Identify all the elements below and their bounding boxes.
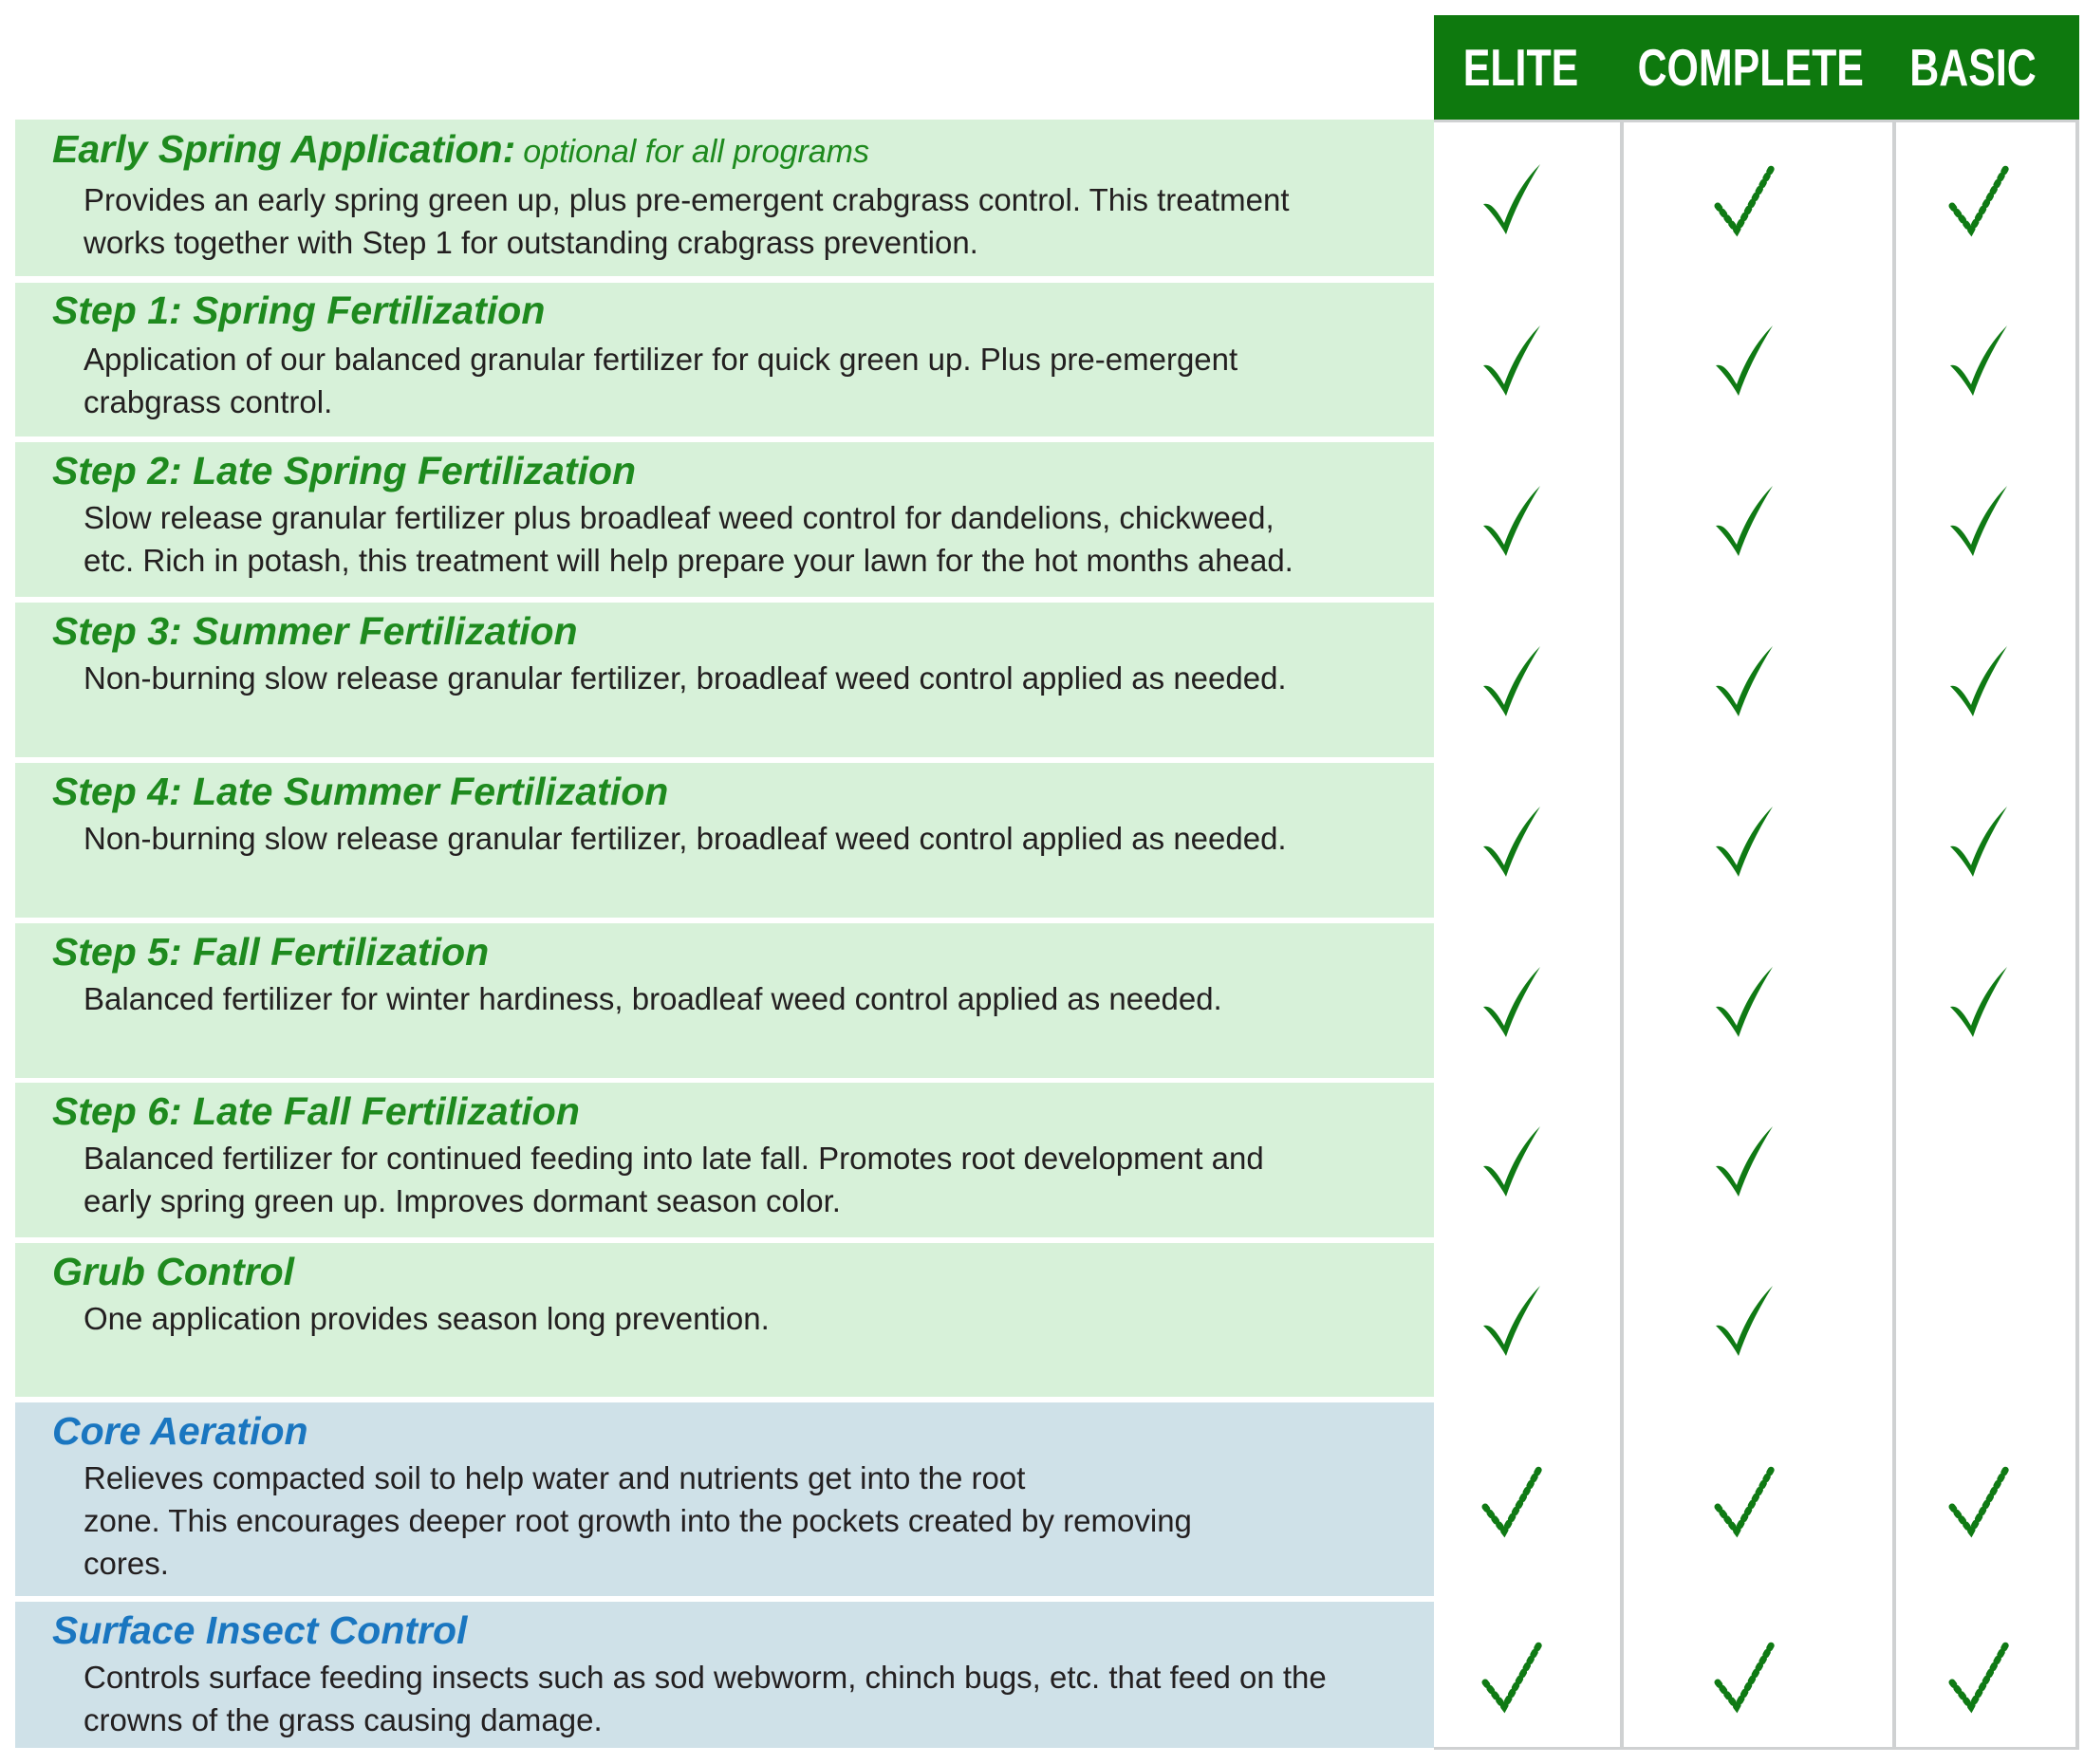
row-text: Balanced fertilizer for winter hardiness, broadleaf weed control applied as needed. bbox=[84, 981, 1222, 1016]
checkmark-icon bbox=[1946, 324, 2011, 398]
cell-elite bbox=[1464, 763, 1559, 919]
checkmark-icon bbox=[1712, 1124, 1777, 1198]
row-separator bbox=[15, 276, 1434, 280]
table-row bbox=[15, 120, 2077, 278]
row-title-text: Surface Insect Control bbox=[52, 1608, 468, 1652]
cell-complete bbox=[1697, 763, 1792, 919]
row-description bbox=[15, 442, 1434, 599]
row-description bbox=[15, 923, 1434, 1080]
divider bbox=[1892, 120, 1896, 1750]
cell-basic bbox=[1931, 923, 2026, 1080]
cell-complete bbox=[1697, 923, 1792, 1080]
cell-elite bbox=[1464, 1243, 1559, 1399]
divider bbox=[1434, 1747, 2079, 1750]
row-separator bbox=[15, 1748, 1434, 1752]
row-separator bbox=[15, 436, 1434, 440]
row-separator bbox=[15, 1397, 1434, 1401]
row-description bbox=[15, 1602, 1434, 1750]
row-separator bbox=[15, 757, 1434, 761]
row-separator bbox=[15, 1078, 1434, 1082]
table-row bbox=[15, 923, 2077, 1080]
cell-complete bbox=[1697, 1402, 1792, 1598]
cell-elite bbox=[1464, 603, 1559, 759]
optional-note: optional for all programs bbox=[523, 134, 870, 170]
checkmark-icon bbox=[1712, 965, 1777, 1039]
table-row bbox=[15, 1602, 2077, 1750]
divider bbox=[1620, 120, 1624, 1750]
row-separator bbox=[15, 597, 1434, 601]
checkmark-icon bbox=[1479, 965, 1544, 1039]
checkmark-icon bbox=[1712, 805, 1777, 879]
row-text: Application of our balanced granular fertilizer for quick green up. Plus pre-emergent crabgrass control. bbox=[84, 342, 1238, 419]
cell-complete bbox=[1697, 120, 1792, 278]
row-title-text: Step 4: Late Summer Fertilization bbox=[52, 770, 669, 813]
checkmark-icon bbox=[1479, 324, 1544, 398]
table-row bbox=[15, 603, 2077, 759]
table-row bbox=[15, 1243, 2077, 1399]
cell-elite bbox=[1464, 120, 1559, 278]
row-text: Controls surface feeding insects such as sod webworm, chinch bugs, etc. that feed on the crowns of the grass causing damage. bbox=[84, 1660, 1327, 1737]
row-title-text: Step 6: Late Fall Fertilization bbox=[52, 1089, 580, 1133]
row-text: Non-burning slow release granular fertilizer, broadleaf weed control applied as needed. bbox=[84, 821, 1287, 856]
cell-basic bbox=[1931, 1402, 2026, 1598]
row-text: Non-burning slow release granular fertilizer, broadleaf weed control applied as needed. bbox=[84, 660, 1287, 696]
checkmark-icon bbox=[1946, 805, 2011, 879]
row-title-text: Step 1: Spring Fertilization bbox=[52, 288, 546, 332]
table-row bbox=[15, 1083, 2077, 1239]
row-text: Slow release granular fertilizer plus broadleaf weed control for dandelions, chickweed, etc. Rich in potash, this treatment will help prepare your lawn for the hot months ahead. bbox=[84, 500, 1293, 578]
cell-elite bbox=[1464, 1083, 1559, 1239]
cell-complete bbox=[1697, 442, 1792, 599]
row-title bbox=[52, 449, 636, 493]
row-description bbox=[15, 120, 1434, 278]
checkmark-icon bbox=[1946, 965, 2011, 1039]
divider bbox=[2075, 120, 2079, 1750]
cell-basic bbox=[1931, 120, 2026, 278]
row-title-text: Early Spring Application: bbox=[52, 127, 516, 171]
column-header-elite: ELITE bbox=[1462, 38, 1579, 97]
column-header-complete: COMPLETE bbox=[1637, 38, 1864, 97]
row-text: One application provides season long prevention. bbox=[84, 1301, 770, 1336]
row-title-text: Step 5: Fall Fertilization bbox=[52, 930, 490, 974]
table-row bbox=[15, 1402, 2077, 1598]
row-separator bbox=[15, 1237, 1434, 1241]
table-row bbox=[15, 442, 2077, 599]
cell-elite bbox=[1464, 283, 1559, 438]
program-comparison-table bbox=[15, 120, 2077, 1750]
checkmark-icon bbox=[1712, 644, 1777, 718]
cell-complete bbox=[1697, 283, 1792, 438]
row-text: Balanced fertilizer for continued feeding into late fall. Promotes root development and early spring green up. Improves dormant season color. bbox=[84, 1141, 1264, 1218]
plan-header bbox=[1434, 15, 2079, 120]
checkmark-icon bbox=[1712, 1284, 1777, 1358]
column-header-basic: BASIC bbox=[1909, 38, 2037, 97]
row-title bbox=[52, 609, 578, 654]
cell-elite bbox=[1464, 1602, 1559, 1750]
row-title-text: Grub Control bbox=[52, 1250, 295, 1293]
cell-basic bbox=[1931, 283, 2026, 438]
row-description bbox=[15, 1243, 1434, 1399]
cell-basic bbox=[1931, 1083, 2026, 1239]
checkmark-icon bbox=[1712, 484, 1777, 558]
checkmark-icon bbox=[1712, 324, 1777, 398]
table-row bbox=[15, 763, 2077, 919]
table-row bbox=[15, 283, 2077, 438]
optional-checkmark-icon bbox=[1479, 1639, 1544, 1713]
optional-checkmark-icon bbox=[1712, 1639, 1777, 1713]
checkmark-icon bbox=[1946, 644, 2011, 718]
row-title bbox=[52, 127, 869, 172]
cell-basic bbox=[1931, 763, 2026, 919]
checkmark-icon bbox=[1946, 484, 2011, 558]
row-title-text: Step 3: Summer Fertilization bbox=[52, 609, 578, 653]
optional-checkmark-icon bbox=[1946, 162, 2011, 236]
optional-checkmark-icon bbox=[1712, 1463, 1777, 1537]
row-title bbox=[52, 1409, 308, 1454]
cell-basic bbox=[1931, 603, 2026, 759]
cell-complete bbox=[1697, 1602, 1792, 1750]
optional-checkmark-icon bbox=[1479, 1463, 1544, 1537]
row-title bbox=[52, 1250, 294, 1294]
row-text: Relieves compacted soil to help water and nutrients get into the root zone. This encourages deeper root growth into the pockets created by removing cores. bbox=[84, 1460, 1192, 1581]
checkmark-icon bbox=[1479, 644, 1544, 718]
cell-complete bbox=[1697, 603, 1792, 759]
checkmark-icon bbox=[1479, 162, 1544, 236]
cell-basic bbox=[1931, 442, 2026, 599]
row-title bbox=[52, 1089, 580, 1134]
row-title bbox=[52, 288, 545, 333]
row-title bbox=[52, 1608, 467, 1653]
cell-elite bbox=[1464, 442, 1559, 599]
cell-elite bbox=[1464, 923, 1559, 1080]
row-title-text: Core Aeration bbox=[52, 1409, 308, 1453]
optional-checkmark-icon bbox=[1946, 1639, 2011, 1713]
cell-elite bbox=[1464, 1402, 1559, 1598]
cell-complete bbox=[1697, 1083, 1792, 1239]
row-description bbox=[15, 603, 1434, 759]
row-separator bbox=[15, 918, 1434, 921]
row-text: Provides an early spring green up, plus pre-emergent crabgrass control. This treatment works together with Step 1 for outstanding crabgrass prevention. bbox=[84, 182, 1290, 260]
checkmark-icon bbox=[1479, 1124, 1544, 1198]
divider bbox=[1434, 120, 2079, 122]
optional-checkmark-icon bbox=[1712, 162, 1777, 236]
row-title-text: Step 2: Late Spring Fertilization bbox=[52, 449, 637, 492]
row-description bbox=[15, 763, 1434, 919]
row-description bbox=[15, 1402, 1434, 1598]
checkmark-icon bbox=[1479, 1284, 1544, 1358]
checkmark-icon bbox=[1479, 805, 1544, 879]
checkmark-icon bbox=[1479, 484, 1544, 558]
cell-complete bbox=[1697, 1243, 1792, 1399]
cell-basic bbox=[1931, 1602, 2026, 1750]
optional-checkmark-icon bbox=[1946, 1463, 2011, 1537]
row-description bbox=[15, 283, 1434, 438]
cell-basic bbox=[1931, 1243, 2026, 1399]
row-title bbox=[52, 930, 489, 975]
row-title bbox=[52, 770, 668, 814]
row-description bbox=[15, 1083, 1434, 1239]
row-separator bbox=[15, 1596, 1434, 1600]
